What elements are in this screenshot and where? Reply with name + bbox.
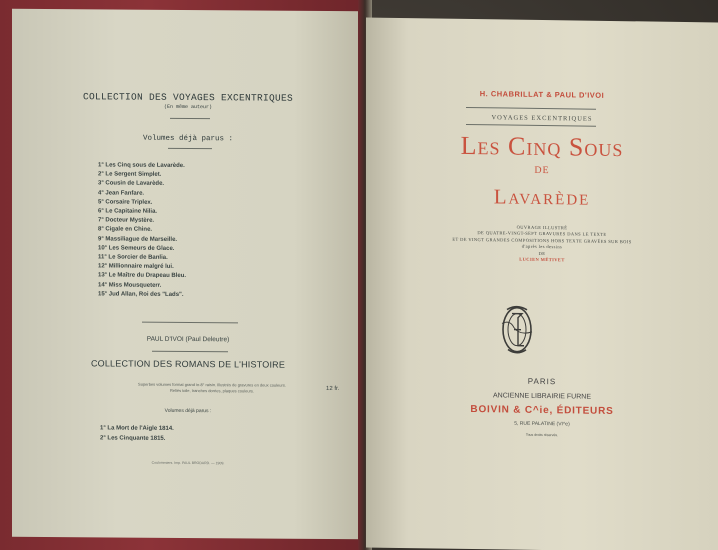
volumes-list	[98, 161, 186, 300]
book-title-line-2: DE	[534, 164, 550, 177]
roman-item: 2° Les Cinquante 1815.	[100, 435, 166, 442]
left-page	[12, 9, 364, 539]
romans-price: 12 fr.	[326, 385, 340, 393]
divider	[168, 148, 212, 149]
volume-item: 11° Le Sorcier de Banlia.	[98, 254, 168, 261]
illustration-credits	[366, 223, 718, 266]
illus-line-2: DE QUATRE-VINGT-SEPT GRAVURES DANS LE TEXTE	[477, 230, 607, 238]
romans-description	[112, 381, 312, 394]
volumes-heading: Volumes déjà parus :	[142, 134, 233, 144]
rights-notice: Tous droits réservés.	[525, 432, 559, 438]
title-page	[366, 18, 718, 550]
printer-footer: Coulommiers. Imp. PAUL BRODARD. — 1909.	[151, 460, 225, 466]
volume-item: 12° Millionnaire malgré lui.	[98, 263, 174, 271]
divider	[466, 107, 596, 110]
romans-title: COLLECTION DES ROMANS DE L'HISTOIRE	[90, 358, 286, 370]
volume-item: 13° Le Maître du Drapeau Bleu.	[98, 272, 187, 280]
roman-item: 1° La Mort de l'Aigle 1814.	[100, 425, 174, 432]
romans-list	[100, 423, 174, 444]
series-title: VOYAGES EXCENTRIQUES	[491, 114, 593, 123]
volume-item: 6° Le Capitaine Nilia.	[98, 208, 158, 215]
collection-title: COLLECTION DES VOYAGES EXCENTRIQUES	[82, 91, 294, 104]
publisher-address: 5, RUE PALATINE (VI^e)	[514, 420, 570, 428]
volume-item: 5° Corsaire Triplex.	[98, 199, 153, 206]
volume-item: 2° Le Sergent Simplet.	[98, 171, 162, 179]
publisher-city: PARIS	[527, 376, 557, 387]
authors: H. CHABRILLAT & PAUL D'IVOI	[479, 89, 605, 100]
book-title-line-3: Lavarède	[493, 184, 591, 210]
volume-item: 14° Miss Mousqueterr.	[98, 282, 162, 289]
volume-item: 8° Cigale en Chine.	[98, 226, 153, 234]
volume-item: 10° Les Semeurs de Glace.	[98, 245, 175, 252]
volume-item: 1° Les Cinq sous de Lavarède.	[98, 162, 185, 169]
publisher-name: BOIVIN & C^ie, ÉDITEURS	[470, 404, 614, 417]
volume-item: 7° Docteur Mystère.	[98, 217, 155, 224]
illus-line-1: OUVRAGE ILLUSTRÉ	[516, 224, 568, 231]
publisher-monogram-icon	[494, 299, 540, 360]
volume-item: 15° Jud Allan, Roi des "Lads".	[98, 291, 184, 298]
publisher-former-name: ANCIENNE LIBRAIRIE FURNE	[492, 392, 592, 401]
divider	[170, 118, 210, 119]
volume-item: 3° Cousin de Lavarède.	[98, 180, 165, 188]
illustrator-name: LUCIEN MÉTIVET	[519, 256, 565, 263]
volume-item: 9° Massiliague de Marseille.	[98, 235, 178, 243]
romans-desc-line-2: Reliés toile, tranches dorées, plaques couleurs.	[169, 387, 255, 394]
illus-line-4: d'après les dessins	[521, 243, 563, 250]
illus-line-5: DE	[538, 250, 546, 256]
divider	[142, 322, 238, 324]
book-title-line-1: Les Cinq Sous	[460, 130, 624, 163]
romans-desc-line-1: Superbes volumes format grand in-8° raisin. Illustrés de gravures en deux couleurs.	[138, 381, 286, 388]
romans-heading: Volumes déjà parus :	[164, 407, 212, 415]
divider	[466, 124, 596, 127]
volume-item: 4° Jean Fanfare.	[98, 189, 145, 197]
collection-subtitle: (En même auteur)	[163, 103, 212, 111]
illus-line-3: ET DE VINGT GRANDES COMPOSITIONS HORS TEXTE GRAVÉES SUR BOIS	[452, 236, 632, 245]
author-line: PAUL D'IVOI (Paul Deleutre)	[146, 335, 230, 344]
divider	[152, 351, 228, 353]
